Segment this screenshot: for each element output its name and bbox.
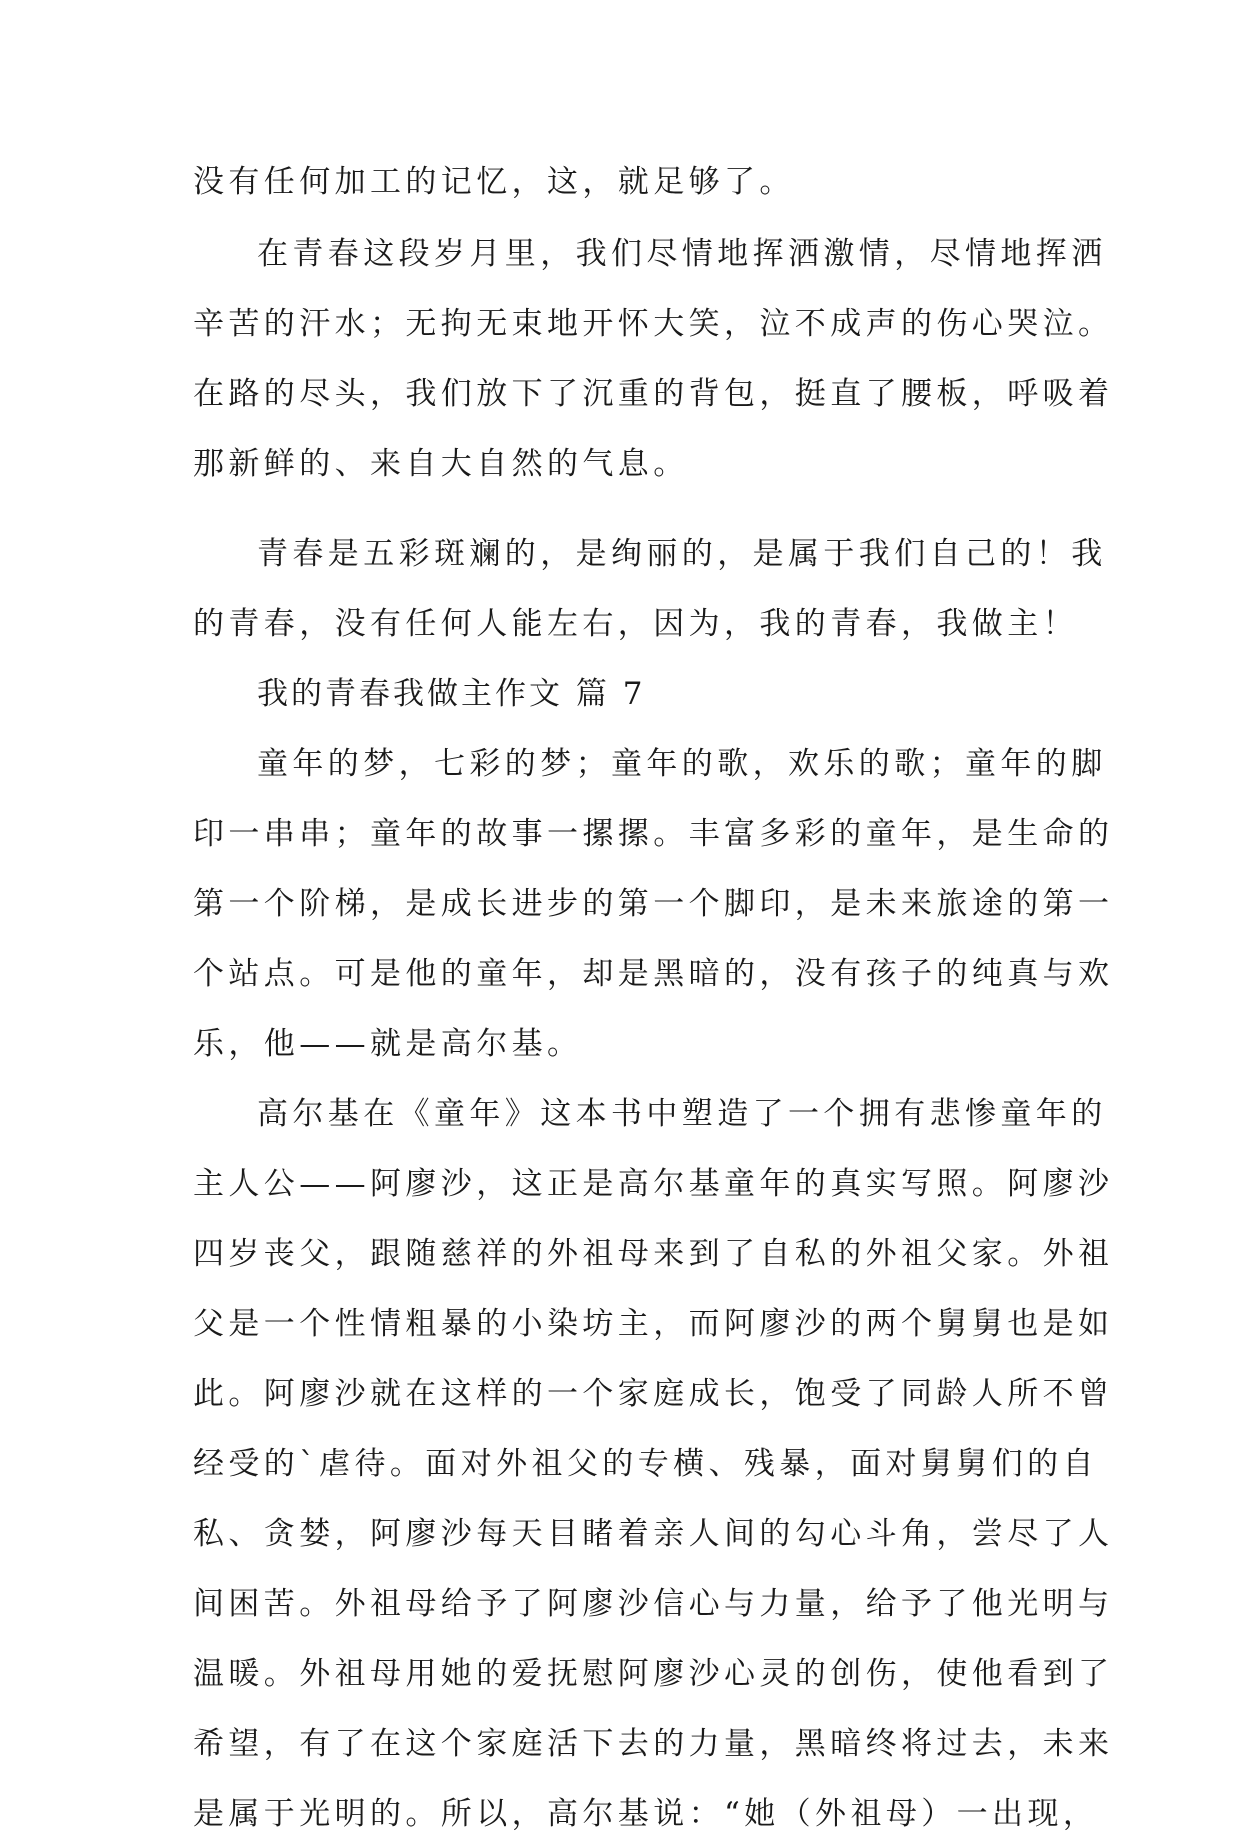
text-line: 主人公——阿廖沙，这正是高尔基童年的真实写照。阿廖沙 — [193, 1166, 1114, 1202]
paragraph-first-line: 在青春这段岁月里，我们尽情地挥洒激情，尽情地挥洒 — [257, 236, 1107, 272]
text-line: 第一个阶梯，是成长进步的第一个脚印，是未来旅途的第一 — [193, 886, 1114, 922]
text-line: 私、贪婪，阿廖沙每天目睹着亲人间的勾心斗角，尝尽了人 — [193, 1516, 1114, 1552]
text-line: 辛苦的汗水；无拘无束地开怀大笑，泣不成声的伤心哭泣。 — [193, 306, 1114, 342]
text-line: 是属于光明的。所以，高尔基说：“她（外祖母）一出现， — [193, 1796, 1099, 1832]
text-line: 印一串串；童年的故事一摞摞。丰富多彩的童年，是生命的 — [193, 816, 1114, 852]
paragraph-first-line: 青春是五彩斑斓的，是绚丽的，是属于我们自己的！我 — [257, 536, 1107, 572]
paragraph-first-line: 高尔基在《童年》这本书中塑造了一个拥有悲惨童年的 — [257, 1096, 1107, 1132]
paragraph-first-line: 童年的梦，七彩的梦；童年的歌，欢乐的歌；童年的脚 — [257, 746, 1107, 782]
text-line: 间困苦。外祖母给予了阿廖沙信心与力量，给予了他光明与 — [193, 1586, 1114, 1622]
text-line: 的青春，没有任何人能左右，因为，我的青春，我做主！ — [193, 606, 1078, 642]
text-line: 经受的`虐待。面对外祖父的专横、残暴，面对舅舅们的自 — [193, 1446, 1098, 1482]
text-line: 个站点。可是他的童年，却是黑暗的，没有孩子的纯真与欢 — [193, 956, 1114, 992]
text-line: 四岁丧父，跟随慈祥的外祖母来到了自私的外祖父家。外祖 — [193, 1236, 1114, 1272]
section-heading: 我的青春我做主作文 篇 7 — [257, 676, 646, 712]
text-line: 父是一个性情粗暴的小染坊主，而阿廖沙的两个舅舅也是如 — [193, 1306, 1114, 1342]
text-line: 此。阿廖沙就在这样的一个家庭成长，饱受了同龄人所不曾 — [193, 1376, 1114, 1412]
text-line: 乐，他——就是高尔基。 — [193, 1026, 583, 1062]
text-line: 那新鲜的、来自大自然的气息。 — [193, 446, 689, 482]
text-line: 没有任何加工的记忆，这，就足够了。 — [193, 164, 795, 200]
text-line: 在路的尽头，我们放下了沉重的背包，挺直了腰板，呼吸着 — [193, 376, 1114, 412]
text-line: 希望，有了在这个家庭活下去的力量，黑暗终将过去，未来 — [193, 1726, 1114, 1762]
text-line: 温暖。外祖母用她的爱抚慰阿廖沙心灵的创伤，使他看到了 — [193, 1656, 1114, 1692]
